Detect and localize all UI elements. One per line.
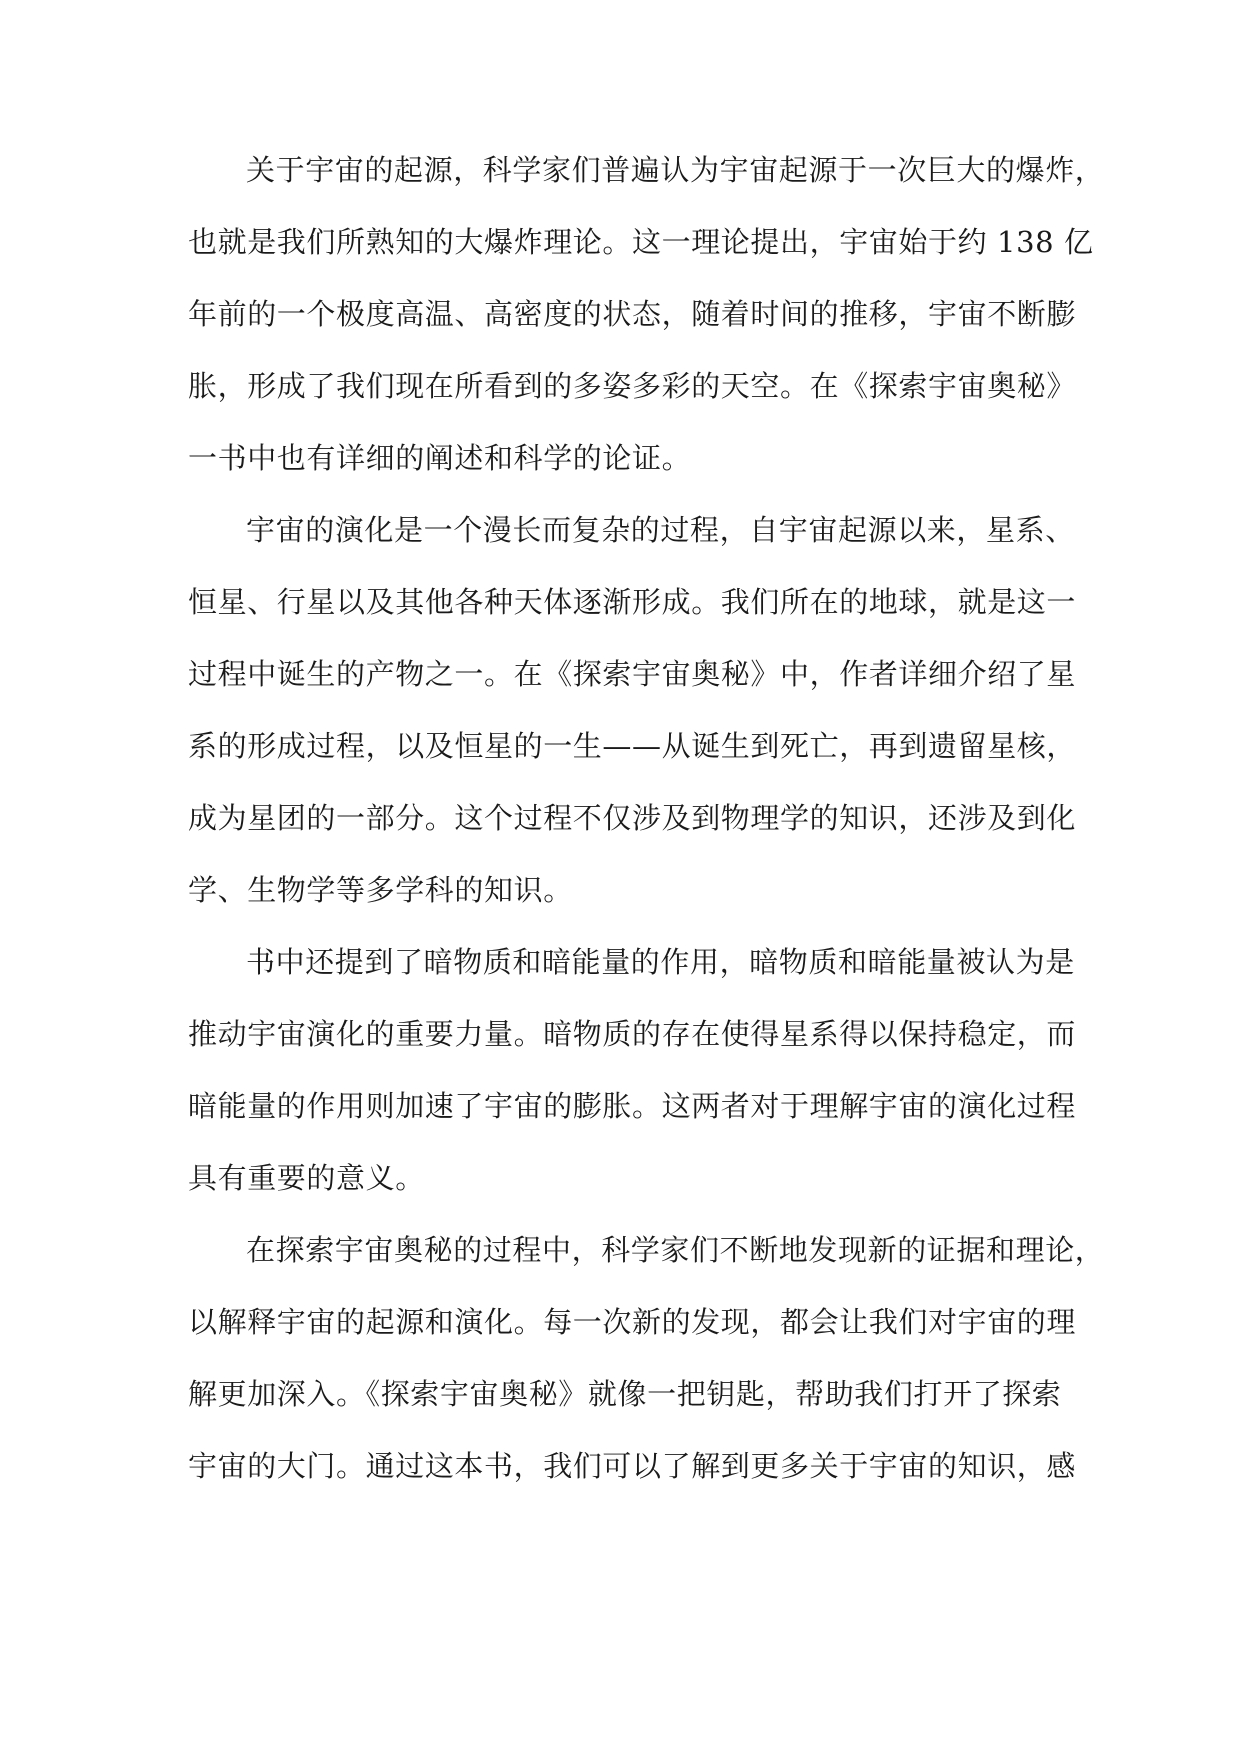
text-line: 具有重要的意义。 xyxy=(188,1161,425,1195)
text-line: 成为星团的一部分。这个过程不仅涉及到物理学的知识，还涉及到化 xyxy=(188,801,1077,835)
text-line: 以解释宇宙的起源和演化。每一次新的发现，都会让我们对宇宙的理 xyxy=(188,1305,1077,1339)
text-line: 书中还提到了暗物质和暗能量的作用，暗物质和暗能量被认为是 xyxy=(246,945,1075,979)
paragraph xyxy=(188,142,1105,502)
text-line: 推动宇宙演化的重要力量。暗物质的存在使得星系得以保持稳定，而 xyxy=(188,1017,1077,1051)
text-line: 一书中也有详细的阐述和科学的论证。 xyxy=(188,441,692,475)
text-line: 在探索宇宙奥秘的过程中，科学家们不断地发现新的证据和理论， xyxy=(246,1233,1105,1267)
text-line: 也就是我们所熟知的大爆炸理论。这一理论提出，宇宙始于约 138 亿 xyxy=(188,225,1094,259)
text-line: 暗能量的作用则加速了宇宙的膨胀。这两者对于理解宇宙的演化过程 xyxy=(188,1089,1077,1123)
paragraph xyxy=(188,1222,1105,1510)
text-line: 宇宙的大门。通过这本书，我们可以了解到更多关于宇宙的知识，感 xyxy=(188,1449,1077,1483)
text-line: 学、生物学等多学科的知识。 xyxy=(188,873,573,907)
text-line: 年前的一个极度高温、高密度的状态，随着时间的推移，宇宙不断膨 xyxy=(188,297,1077,331)
text-line: 胀，形成了我们现在所看到的多姿多彩的天空。在《探索宇宙奥秘》 xyxy=(188,369,1077,403)
text-line: 恒星、行星以及其他各种天体逐渐形成。我们所在的地球，就是这一 xyxy=(188,585,1077,619)
text-line: 过程中诞生的产物之一。在《探索宇宙奥秘》中，作者详细介绍了星 xyxy=(188,657,1077,691)
body-text xyxy=(188,142,1105,1510)
paragraph xyxy=(188,502,1077,934)
text-line: 解更加深入。《探索宇宙奥秘》就像一把钥匙，帮助我们打开了探索 xyxy=(188,1377,1062,1411)
paragraph xyxy=(188,934,1077,1222)
text-line: 宇宙的演化是一个漫长而复杂的过程，自宇宙起源以来，星系、 xyxy=(246,513,1075,547)
text-line: 系的形成过程，以及恒星的一生——从诞生到死亡，再到遗留星核， xyxy=(188,729,1077,763)
text-line: 关于宇宙的起源，科学家们普遍认为宇宙起源于一次巨大的爆炸， xyxy=(246,153,1105,187)
